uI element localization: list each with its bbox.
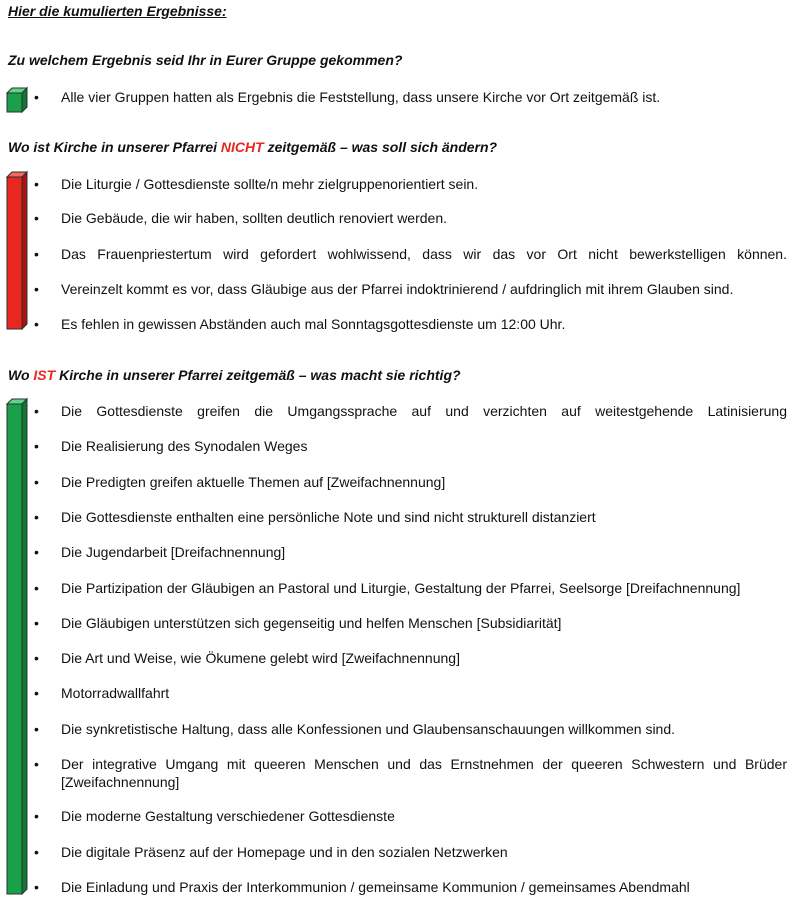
item-text: Die Gläubigen unterstützen sich gegenseitig und helfen Menschen [Subsidiarität] (61, 615, 562, 631)
item-text: Der integrative Umgang mit queeren Menschen und das Ernstnehmen der queeren Schwestern und Brüder [Zweifachnennung] (61, 756, 787, 790)
bullet-icon: • (34, 246, 39, 262)
item-text: Die synkretistische Haltung, dass alle Konfessionen und Glaubensanschauungen willkommen sind. (61, 721, 676, 737)
item-text: Das Frauenpriestertum wird gefordert wohlwissend, dass wir das vor Ort nicht bewerkstelligen können. (61, 246, 787, 262)
heading-text-b: zeitgemäß – was soll sich ändern? (263, 139, 498, 155)
section-heading-contemporary (8, 367, 461, 383)
bullet-icon: • (34, 756, 39, 772)
item-text: Die Jugendarbeit [Dreifachnennung] (61, 544, 286, 560)
heading-text-a: Wo ist Kirche in unserer Pfarrei (8, 139, 221, 155)
item-text: Vereinzelt kommt es vor, dass Gläubige aus der Pfarrei indoktrinierend / aufdringlich mit ihrem Glauben sind. (61, 281, 734, 297)
item-text: Es fehlen in gewissen Abständen auch mal Sonntagsgottesdienste um 12:00 Uhr. (61, 316, 566, 332)
heading-text-a: Wo (8, 367, 34, 383)
item-text: Die Gottesdienste greifen die Umgangssprache auf und verzichten auf weitestgehende Latinisierung (61, 403, 787, 419)
document-title: Hier die kumulierten Ergebnisse: (8, 3, 227, 19)
bullet-icon: • (34, 438, 39, 454)
item-text: Die Art und Weise, wie Ökumene gelebt wird [Zweifachnennung] (61, 650, 460, 666)
heading-highlight-nicht: NICHT (220, 139, 264, 155)
bullet-icon: • (34, 509, 39, 525)
cube-bar-svg (7, 88, 27, 112)
item-text: Die Gottesdienste enthalten eine persönliche Note und sind nicht strukturell distanziert (61, 509, 596, 525)
green-bar-icon (7, 399, 24, 894)
bullet-icon: • (34, 879, 39, 895)
cube-bar-svg (7, 172, 27, 329)
item-text: Die Liturgie / Gottesdienste sollte/n mehr zielgruppenorientiert sein. (61, 176, 479, 192)
bullet-icon: • (34, 544, 39, 560)
item-text: Motorradwallfahrt (61, 685, 170, 701)
bullet-icon: • (34, 615, 39, 631)
bullet-icon: • (34, 176, 39, 192)
item-text: Die moderne Gestaltung verschiedener Gottesdienste (61, 808, 395, 824)
heading-text-b: Kirche in unserer Pfarrei zeitgemäß – was macht sie richtig? (55, 367, 461, 383)
bullet-icon: • (34, 403, 39, 419)
cube-bar-svg (7, 399, 27, 894)
item-text: Die Realisierung des Synodalen Weges (61, 438, 308, 454)
bullet-icon: • (34, 844, 39, 860)
bullet-icon: • (34, 89, 39, 105)
bullet-icon: • (34, 316, 39, 332)
bullet-icon: • (34, 685, 39, 701)
bullet-icon: • (34, 808, 39, 824)
bullet-icon: • (34, 650, 39, 666)
item-text: Die digitale Präsenz auf der Homepage und in den sozialen Netzwerken (61, 844, 508, 860)
bullet-icon: • (34, 721, 39, 737)
item-text: Die Predigten greifen aktuelle Themen auf [Zweifachnennung] (61, 474, 446, 490)
item-text: Die Einladung und Praxis der Interkommunion / gemeinsame Kommunion / gemeinsames Abendmahl (61, 879, 690, 895)
bullet-icon: • (34, 210, 39, 226)
heading-text: Zu welchem Ergebnis seid Ihr in Eurer Gruppe gekommen? (8, 52, 403, 68)
bullet-icon: • (34, 281, 39, 297)
bullet-icon: • (34, 474, 39, 490)
section-heading-result (8, 52, 402, 68)
green-bar-icon (7, 88, 24, 112)
red-bar-icon (7, 172, 24, 329)
item-text: Alle vier Gruppen hatten als Ergebnis die Feststellung, dass unsere Kirche vor Ort zeitgemäß ist. (61, 89, 661, 105)
item-text: Die Partizipation der Gläubigen an Pastoral und Liturgie, Gestaltung der Pfarrei, Seelsorge [Dreifachnennung] (61, 580, 741, 596)
section-heading-not-contemporary (8, 139, 497, 155)
item-text: Die Gebäude, die wir haben, sollten deutlich renoviert werden. (61, 210, 448, 226)
bullet-icon: • (34, 580, 39, 596)
heading-highlight-ist: IST (33, 367, 56, 383)
